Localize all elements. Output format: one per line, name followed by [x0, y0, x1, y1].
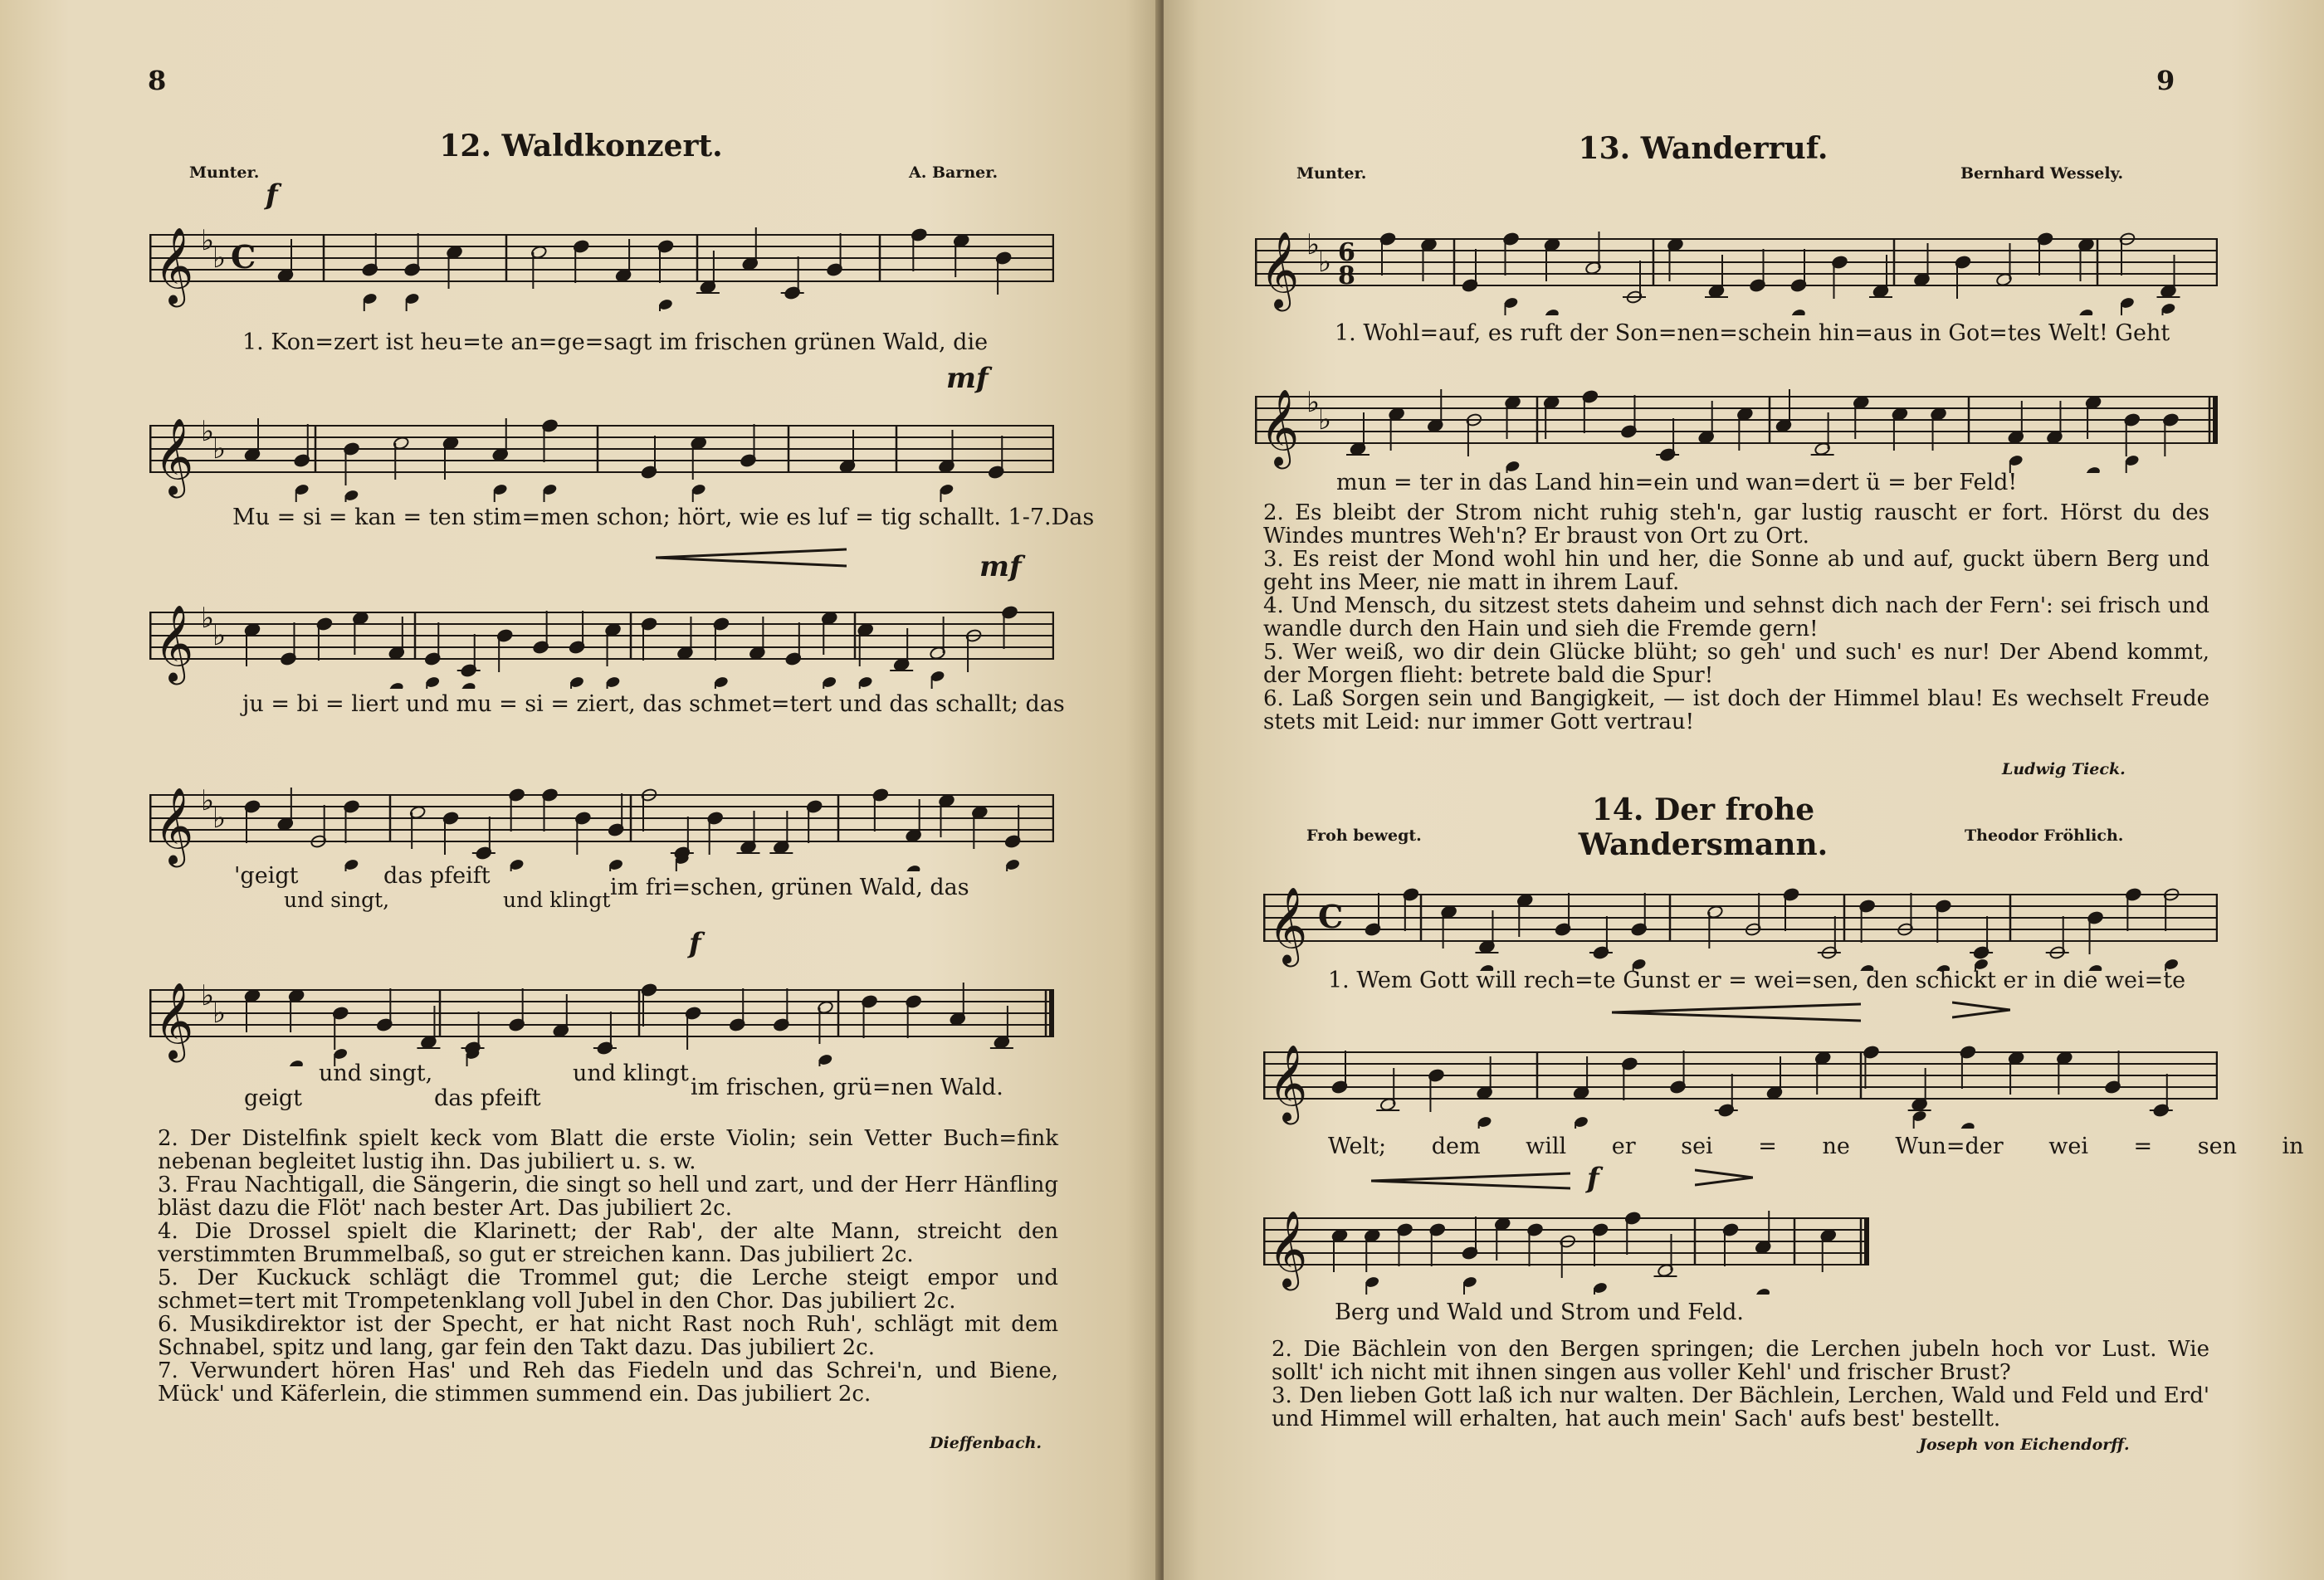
verse-block	[1272, 1338, 2209, 1431]
tempo-marking: Froh bewegt.	[1306, 827, 1422, 845]
lyric-line: 1. Wem Gott will rech=te Gunst er = wei=sen, den schickt er in die wei=te	[1328, 968, 2186, 993]
flat-icon: ♭	[212, 432, 227, 466]
music-staff	[1263, 1021, 2218, 1129]
music-staff	[149, 203, 1054, 311]
page-number: 8	[148, 65, 167, 96]
lyric-line: Berg und Wald und Strom und Feld.	[1335, 1300, 1744, 1325]
verse: 2. Der Distelfink spielt keck vom Blatt die erste Violin; sein Vetter Buch=fink nebenan begleitet lustig ihn. Das jubiliert u. s. w.	[158, 1126, 1058, 1174]
note-head	[1791, 308, 1807, 315]
verse: 5. Wer weiß, wo dir dein Glücke blüht; so geh' und such' es nur! Der Abend kommt, der Morgen flieht: betrete bald die Spur!	[1263, 640, 2209, 688]
flat-icon: ♭	[1306, 386, 1321, 419]
flat-icon: ♭	[212, 241, 227, 275]
music-staff	[149, 581, 1054, 689]
decrescendo-hairpin	[1612, 1002, 1861, 1022]
note-head	[388, 681, 404, 689]
treble-clef-icon: 𝄞	[154, 417, 194, 495]
music-staff	[149, 958, 1054, 1066]
music-staff	[1255, 365, 2218, 473]
verse-block	[158, 1127, 1058, 1406]
composer: A. Barner.	[909, 163, 998, 182]
verse: 5. Der Kuckuck schlägt die Trommel gut; die Lerche steigt empor und schmet=tert mit Trompetenklang voll Jubel in den Chor. Das jubiliert 2c.	[158, 1265, 1058, 1314]
treble-clef-icon: 𝄞	[154, 227, 194, 304]
treble-clef-icon: 𝄞	[1268, 886, 1308, 963]
lyric-word: das pfeift	[434, 1085, 541, 1111]
verse: 6. Musikdirektor ist der Specht, er hat nicht Rast noch Ruh', schlägt mit dem Schnabel, spitz und lang, gar fein den Takt dazu. Das jubiliert 2c.	[158, 1312, 1058, 1360]
lyric-line: 1. Wohl=auf, es ruft der Son=nen=schein hin=aus in Got=tes Welt! Geht	[1335, 320, 2170, 346]
lyric-word: das pfeift	[383, 863, 491, 889]
lyric-word: und klingt	[573, 1061, 689, 1086]
treble-clef-icon: 𝄞	[1268, 1210, 1308, 1287]
note-head	[1421, 314, 1437, 315]
treble-clef-icon: 𝄞	[1268, 1044, 1308, 1121]
verse: 4. Und Mensch, du sitzest stets daheim und sehnst dich nach der Fern': sei frisch und wandle durch den Hain und sieh die Fremde gern!	[1263, 593, 2209, 641]
decrescendo-hairpin	[1952, 1001, 2010, 1019]
tempo-marking: Munter.	[189, 163, 260, 182]
treble-clef-icon: 𝄞	[1260, 388, 1300, 466]
song-title: 14. Der frohe Wandersmann.	[1578, 792, 1828, 862]
composer: Theodor Fröhlich.	[1965, 827, 2124, 845]
composer: Bernhard Wessely.	[1960, 164, 2124, 183]
decrescendo-hairpin	[656, 548, 847, 568]
verse: 7. Verwundert hören Has' und Reh das Fiedeln und das Schrei'n, und Biene, Mück' und Käferlein, die stimmen summend ein. Das jubiliert 2c.	[158, 1358, 1058, 1407]
lyric-line: Mu = si = kan = ten stim=men schon; hört, wie es luf = tig schallt. 1-7.Das	[232, 505, 1095, 530]
dynamic-marking: mf	[946, 362, 989, 395]
time-signature-icon: C	[1318, 898, 1344, 935]
lyric-word: geigt	[244, 1085, 303, 1111]
note-head	[1960, 1121, 1975, 1129]
author-credit: Joseph von Eichendorff.	[1919, 1436, 2130, 1454]
lyric-word: und singt,	[319, 1061, 433, 1086]
song-title: 12. Waldkonzert.	[439, 129, 723, 163]
author-credit: Ludwig Tieck.	[2002, 760, 2126, 778]
lyric-line: 1. Kon=zert ist heu=te an=ge=sagt im frischen grünen Wald, die	[242, 329, 989, 355]
lyric-line: im frischen, grü=nen Wald.	[691, 1075, 1003, 1100]
note-head	[245, 1065, 261, 1066]
time-signature-icon: 8	[1338, 261, 1355, 290]
music-staff	[1263, 1187, 2218, 1295]
verse: 6. Laß Sorgen sein und Bangigkeit, — ist doch der Himmel blau! Es wechselt Freude stets mit Leid: nur immer Gott vertrau!	[1263, 686, 2209, 734]
treble-clef-icon: 𝄞	[154, 604, 194, 681]
lyric-word: und singt,	[284, 888, 390, 912]
page-number: 9	[2156, 65, 2175, 96]
verse: 2. Die Bächlein von den Bergen springen; die Lerchen jubeln hoch vor Lust. Wie sollt' ich nicht mit ihnen singen aus voller Kehl' und frischer Brust?	[1272, 1337, 2209, 1385]
flat-icon: ♭	[201, 415, 215, 448]
treble-clef-icon: 𝄞	[154, 982, 194, 1059]
treble-clef-icon: 𝄞	[154, 787, 194, 864]
note-head	[2086, 466, 2102, 473]
flat-icon: ♭	[1318, 403, 1332, 436]
music-staff	[149, 394, 1054, 502]
verse: 3. Frau Nachtigall, die Sängerin, die singt so hell und zart, und der Herr Hänfling bläst dazu die Flöt' nach bester Art. Das jubiliert 2c.	[158, 1173, 1058, 1221]
flat-icon: ♭	[201, 224, 215, 257]
song-title: 13. Wanderruf.	[1578, 131, 1828, 166]
note-head	[906, 864, 921, 871]
note-head	[1332, 1127, 1348, 1129]
lyric-line: Welt; dem will er sei = ne Wun=der wei = sen in	[1328, 1134, 2304, 1159]
lyric-line: mun = ter in das Land hin=ein und wan=dert ü = ber Feld!	[1336, 470, 2018, 495]
flat-icon: ♭	[1306, 228, 1321, 261]
flat-icon: ♭	[201, 602, 215, 635]
note-head	[1755, 1287, 1771, 1295]
time-signature-icon: 6	[1338, 238, 1355, 267]
note-head	[2078, 308, 2094, 315]
verse: 3. Den lieben Gott laß ich nur walten. Der Bächlein, Lerchen, Wald und Feld und Erd' und Himmel will erhalten, hat auch mein' Sach' aufs best' bestellt.	[1272, 1383, 2209, 1431]
author-credit: Dieffenbach.	[930, 1434, 1042, 1452]
verse: 4. Die Drossel spielt die Klarinett; der Rab', der alte Mann, streicht den verstimmten Brummelbaß, so gut er streichen kann. Das jubiliert 2c.	[158, 1219, 1058, 1267]
music-staff	[1263, 863, 2218, 971]
treble-clef-icon: 𝄞	[1260, 231, 1300, 308]
dynamic-marking: f	[689, 927, 701, 960]
lyric-word: und klingt	[503, 888, 611, 912]
music-staff	[149, 763, 1054, 871]
flat-icon: ♭	[212, 997, 227, 1030]
note-head	[1545, 308, 1560, 315]
flat-icon: ♭	[201, 979, 215, 1012]
music-staff	[1255, 207, 2218, 315]
right-page	[1164, 0, 2324, 1580]
dynamic-marking: f	[1587, 1162, 1599, 1195]
decrescendo-hairpin	[1695, 1168, 1753, 1187]
flat-icon: ♭	[212, 619, 227, 652]
left-page	[0, 0, 1160, 1580]
verse-block	[1263, 501, 2209, 734]
lyric-word: 'geigt	[234, 863, 299, 889]
verse: 2. Es bleibt der Strom nicht ruhig steh'n, gar lustig rauscht er fort. Hörst du des Windes muntres Weh'n? Er braust von Ort zu Ort.	[1263, 500, 2209, 549]
flat-icon: ♭	[1318, 246, 1332, 279]
note-head	[289, 1059, 305, 1066]
dynamic-marking: f	[266, 178, 278, 212]
tempo-marking: Munter.	[1296, 164, 1367, 183]
lyric-line: im fri=schen, grünen Wald, das	[610, 875, 969, 900]
flat-icon: ♭	[212, 802, 227, 835]
flat-icon: ♭	[201, 784, 215, 817]
time-signature-icon: C	[231, 238, 256, 276]
note-head	[461, 681, 476, 689]
dynamic-marking: mf	[979, 550, 1022, 583]
verse: 3. Es reist der Mond wohl hin und her, die Sonne ab und auf, guckt übern Berg und geht ins Meer, nie matt in ihrem Lauf.	[1263, 547, 2209, 595]
lyric-line: ju = bi = liert und mu = si = ziert, das schmet=tert und das schallt; das	[242, 691, 1065, 717]
